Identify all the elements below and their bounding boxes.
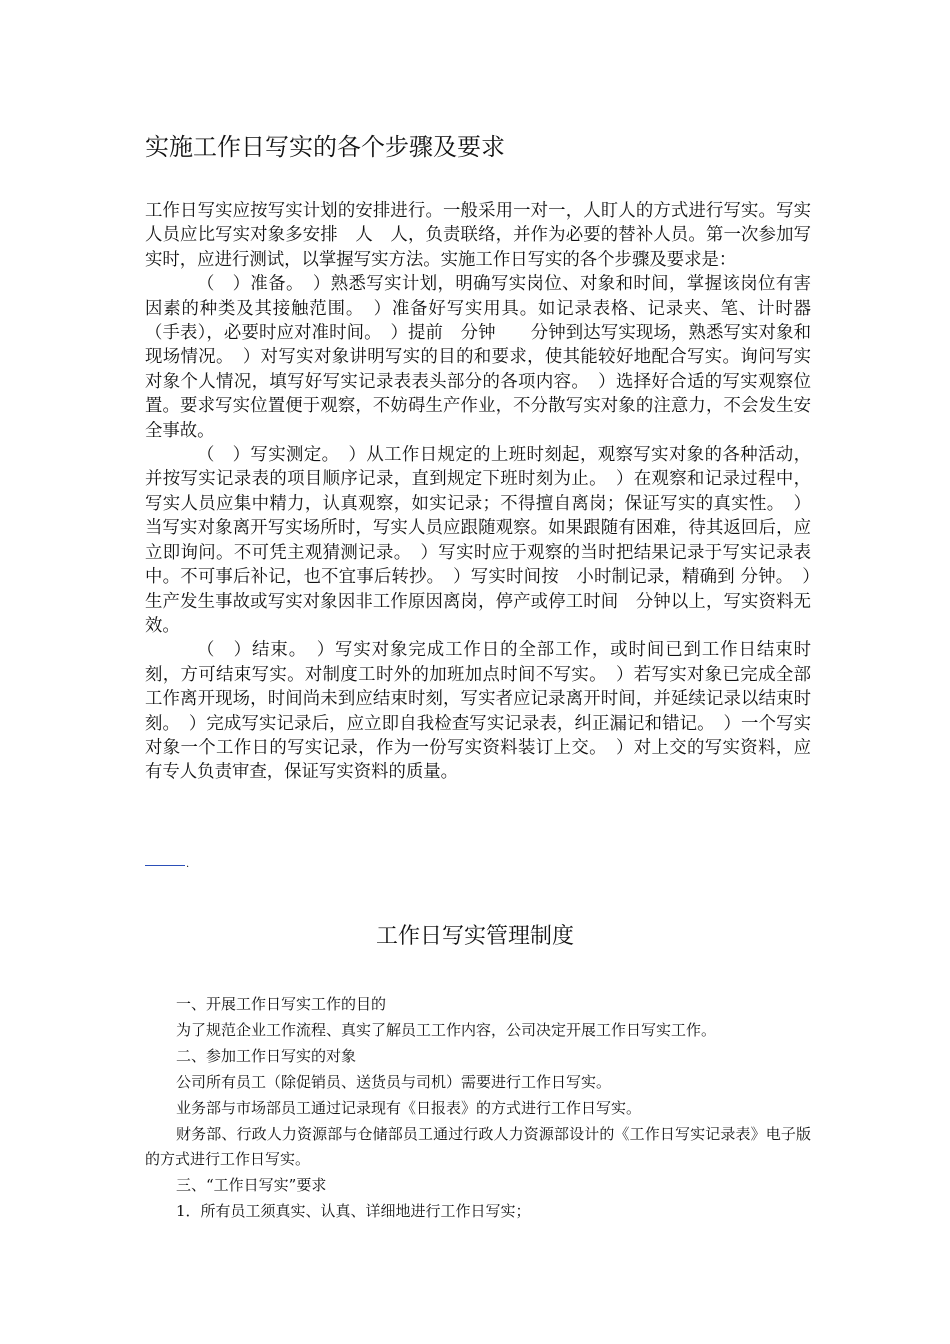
paragraph-participants-all: 公司所有员工（除促销员、送货员与司机）需要进行工作日写实。 — [176, 1072, 612, 1091]
paragraph-participants-admin: 财务部、行政人力资源部与仓储部员工通过行政人力资源部设计的《工作日写实记录表》电子版的方式进行工作日写实。 — [145, 1124, 811, 1169]
section-title: 实施工作日写实的各个步骤及要求 — [145, 133, 505, 161]
requirement-item-1: 1．所有员工须真实、认真、详细地进行工作日写实； — [176, 1202, 531, 1221]
paragraph-conclusion: （ ）结束。 ）写实对象完成工作日的全部工作，或时间已到工作日结束时刻，方可结束写实。对制度工时外的加班加点时间不写实。 ）若写实对象已完成全部工作离开现场，时间尚未到应结束时刻，写实者应记录离开时间，并延续记录以结束时刻。 ）完成写实记录后，应立即自我检查写实记录表，纠正漏记和错记。 ）一个写实对象一个工作日的写实记录，作为一份写实资料装订上交。 ）对上交的写实资料，应有专人负责审查，保证写实资料的质量。 — [145, 640, 811, 783]
paragraph-purpose: 为了规范企业工作流程、真实了解员工工作内容，公司决定开展工作日写实工作。 — [176, 1020, 717, 1039]
document-title: 工作日写实管理制度 — [375, 924, 574, 949]
paragraph-preparation: （ ）准备。 ）熟悉写实计划，明确写实岗位、对象和时间，掌握该岗位有害因素的种类及其接触范围。 ）准备好写实用具。如记录表格、记录夹、笔、计时器（手表），必要时应对准时间。 ）提前 分钟 分钟到达写实现场，熟悉写实对象和现场情况。 ）对写实对象讲明写实的目的和要求，使其能较好地配合写实。询问写实对象个人情况，填写好写实记录表表头部分的各项内容。 ）选择好合适的写实观察位置。要求写实位置便于观察，不妨碍生产作业，不分散写实对象的注意力，不会发生安全事故。 — [145, 274, 811, 441]
heading-requirements: 三、“工作日写实”要求 — [176, 1176, 327, 1195]
paragraph-intro: 工作日写实应按写实计划的安排进行。一般采用一对一，人盯人的方式进行写实。写实人员应比写实对象多安排 人 人，负责联络，并作为必要的替补人员。第一次参加写实时，应进行测试，以掌握写实方法。实施工作日写实的各个步骤及要求是： — [145, 201, 811, 270]
separator-line — [145, 865, 185, 866]
section-body — [145, 199, 811, 785]
paragraph-measurement: （ ）写实测定。 ）从工作日规定的上班时刻起，观察写实对象的各种活动，并按写实记录表的项目顺序记录，直到规定下班时刻为止。 ）在观察和记录过程中，写实人员应集中精力，认真观察，如实记录；不得擅自离岗；保证写实的真实性。 ）当写实对象离开写实场所时，写实人员应跟随观察。如果跟随有困难，待其返回后，应立即询问。不可凭主观猜测记录。 ）写实时应于观察的当时把结果记录于写实记录表中。不可事后补记，也不宜事后转抄。 ）写实时间按 小时制记录，精确到 分钟。 ）生产发生事故或写实对象因非工作原因离岗，停产或停工时间 分钟以上，写实资料无效。 — [145, 445, 811, 636]
heading-purpose: 一、开展工作日写实工作的目的 — [176, 995, 387, 1013]
paragraph-participants-sales: 业务部与市场部员工通过记录现有《日报表》的方式进行工作日写实。 — [176, 1098, 642, 1117]
policy-body — [145, 992, 811, 1225]
heading-participants: 二、参加工作日写实的对象 — [176, 1046, 357, 1065]
separator-dot: . — [186, 859, 190, 870]
